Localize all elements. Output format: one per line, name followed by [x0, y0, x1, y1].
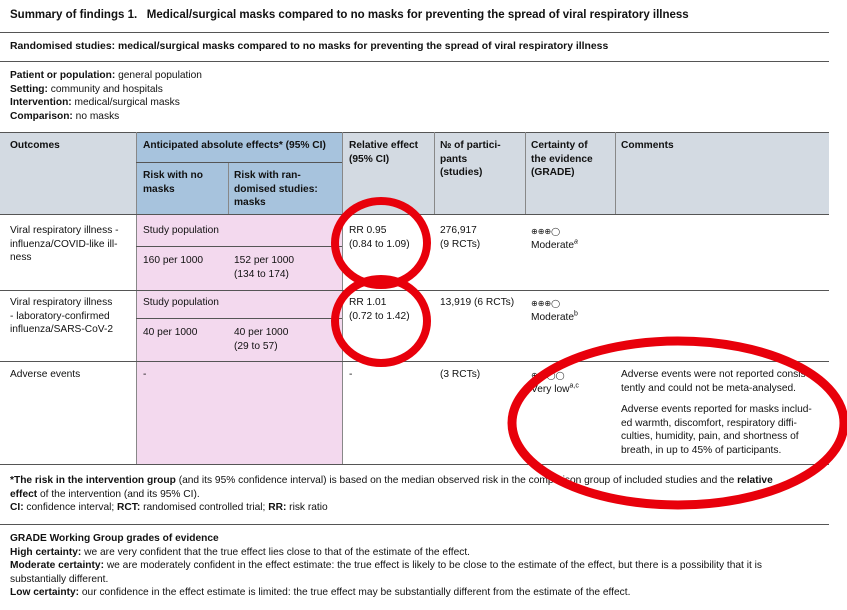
grade-symbols: ⊕⊕⊕◯ [531, 227, 561, 236]
header-line: (GRADE) [531, 167, 575, 178]
value-line: (0.84 to 1.09) [349, 238, 410, 250]
header-comments: Comments [621, 140, 674, 151]
value-line: (29 to 57) [234, 340, 278, 352]
abbrev-text: randomised controlled trial; [140, 502, 269, 513]
abbrev-label: CI: [10, 502, 24, 513]
table-subtitle: Randomised studies: medical/surgical masks compared to no masks for preventing the spread of viral respiratory illness [10, 41, 609, 52]
intervention-label: Intervention: [10, 97, 72, 108]
value-line: RR 0.95 [349, 225, 387, 236]
outcome-line: Viral respiratory illness - [10, 225, 119, 236]
comment-line: Adverse events reported for masks includ- [621, 404, 812, 415]
outcome-line: Viral respiratory illness [10, 297, 113, 308]
outcome-line: - laboratory-confirmed [10, 310, 110, 322]
table-title: Summary of findings 1. Medical/surgical masks compared to no masks for preventing the spread of viral respiratory illness [10, 9, 689, 21]
comparison-label: Comparison: [10, 110, 73, 122]
certainty-footnote: a [574, 238, 578, 246]
grade-label: Low certainty: [10, 587, 80, 598]
outcome-line: influenza/SARS-CoV-2 [10, 324, 114, 335]
annotation-circle [335, 201, 427, 285]
participants-value: 13,919 (6 RCTs) [440, 297, 515, 308]
risk-no-masks-value: - [143, 369, 147, 380]
value-line: (0.72 to 1.42) [349, 310, 410, 322]
header-line: masks [234, 197, 266, 208]
comment-line: culties, humidity, pain, and shortness of [621, 431, 799, 442]
header-line: № of partici- [440, 140, 501, 151]
participants-value: (3 RCTs) [440, 369, 481, 380]
outcome-line: influenza/COVID-like ill- [10, 238, 118, 250]
comment-line: breath, in up to 45% of participants. [621, 444, 782, 456]
setting-label: Setting: [10, 83, 48, 95]
grade-text: we are very confident that the true effect lies close to that of the estimate of the effect. [81, 546, 470, 558]
value-line: (134 to 174) [234, 268, 289, 280]
value-line: RR 1.01 [349, 297, 387, 308]
footnote-text: (and its 95% confidence interval) is based on the median observed risk in the comparison group of included studies and the [175, 475, 738, 486]
certainty-label: Moderate [531, 312, 575, 323]
footnote-bold: *The risk in the intervention group [10, 475, 176, 486]
grade-heading: GRADE Working Group grades of evidence [10, 533, 219, 544]
value-line: 276,917 [440, 225, 477, 236]
grade-text: we are moderately confident in the effect estimate: the true effect is likely to be close to the estimate of the effect, but there is a possibility that it is [103, 560, 762, 571]
comparison-value: no masks [72, 110, 120, 122]
abbrev-text: confidence interval; [23, 502, 118, 513]
risk-no-masks-value: 160 per 1000 [143, 255, 204, 266]
value-line: 40 per 1000 [234, 327, 289, 338]
footnote-text: of the intervention (and its 95% CI). [37, 488, 200, 500]
header-line: masks [143, 183, 175, 195]
relative-effect-value: - [349, 369, 353, 380]
header-line: domised studies: [234, 183, 318, 195]
intervention-value: medical/surgical masks [71, 97, 180, 108]
patient-value: general population [115, 70, 202, 81]
header-line: Relative effect [349, 140, 419, 151]
grade-symbols: ⊕⊕⊕◯ [531, 299, 561, 308]
footnote-bold: effect [10, 488, 38, 500]
certainty-footnote: b [574, 310, 578, 318]
header-line: Risk with no [143, 170, 203, 181]
grade-text: substantially different. [10, 573, 109, 585]
study-population-label: Study population [143, 297, 219, 308]
setting-value: community and hospitals [47, 83, 163, 95]
header-line: (studies) [440, 167, 483, 178]
grade-label: Moderate certainty: [10, 560, 104, 571]
value-line: 152 per 1000 [234, 255, 295, 266]
comment-line: tently and could not be meta-analysed. [621, 382, 796, 394]
outcome-cell: Adverse events [10, 369, 81, 380]
header-line: (95% CI) [349, 153, 390, 165]
header-anticipated: Anticipated absolute effects* (95% CI) [143, 140, 326, 151]
certainty-label: Moderate [531, 240, 575, 251]
header-line: Risk with ran- [234, 170, 301, 181]
risk-no-masks-value: 40 per 1000 [143, 327, 198, 338]
grade-symbols: ⊕◯◯◯ [531, 371, 565, 380]
abbrev-label: RR: [268, 502, 287, 513]
study-population-label: Study population [143, 225, 219, 236]
abbrev-label: RCT: [117, 502, 141, 513]
grade-text: our confidence in the effect estimate is limited: the true effect may be substantially different from the estimate of the effect. [79, 587, 631, 598]
header-line: the evidence [531, 153, 593, 165]
certainty-footnote: a,c [569, 382, 579, 390]
header-line: pants [440, 153, 468, 165]
patient-label: Patient or population: [10, 70, 116, 81]
annotation-circle [512, 341, 844, 505]
comment-line: Adverse events were not reported consis- [621, 369, 809, 380]
grade-label: High certainty: [10, 546, 82, 558]
header-line: Certainty of [531, 140, 588, 151]
annotation-circle [335, 279, 427, 363]
header-outcomes: Outcomes [10, 140, 60, 151]
comment-line: ed warmth, discomfort, respiratory diffi- [621, 417, 797, 429]
footnote-bold: relative [737, 475, 773, 486]
value-line: (9 RCTs) [440, 238, 481, 250]
certainty-label: Very low [531, 384, 570, 395]
outcome-line: ness [10, 252, 32, 263]
abbrev-text: risk ratio [286, 502, 328, 513]
